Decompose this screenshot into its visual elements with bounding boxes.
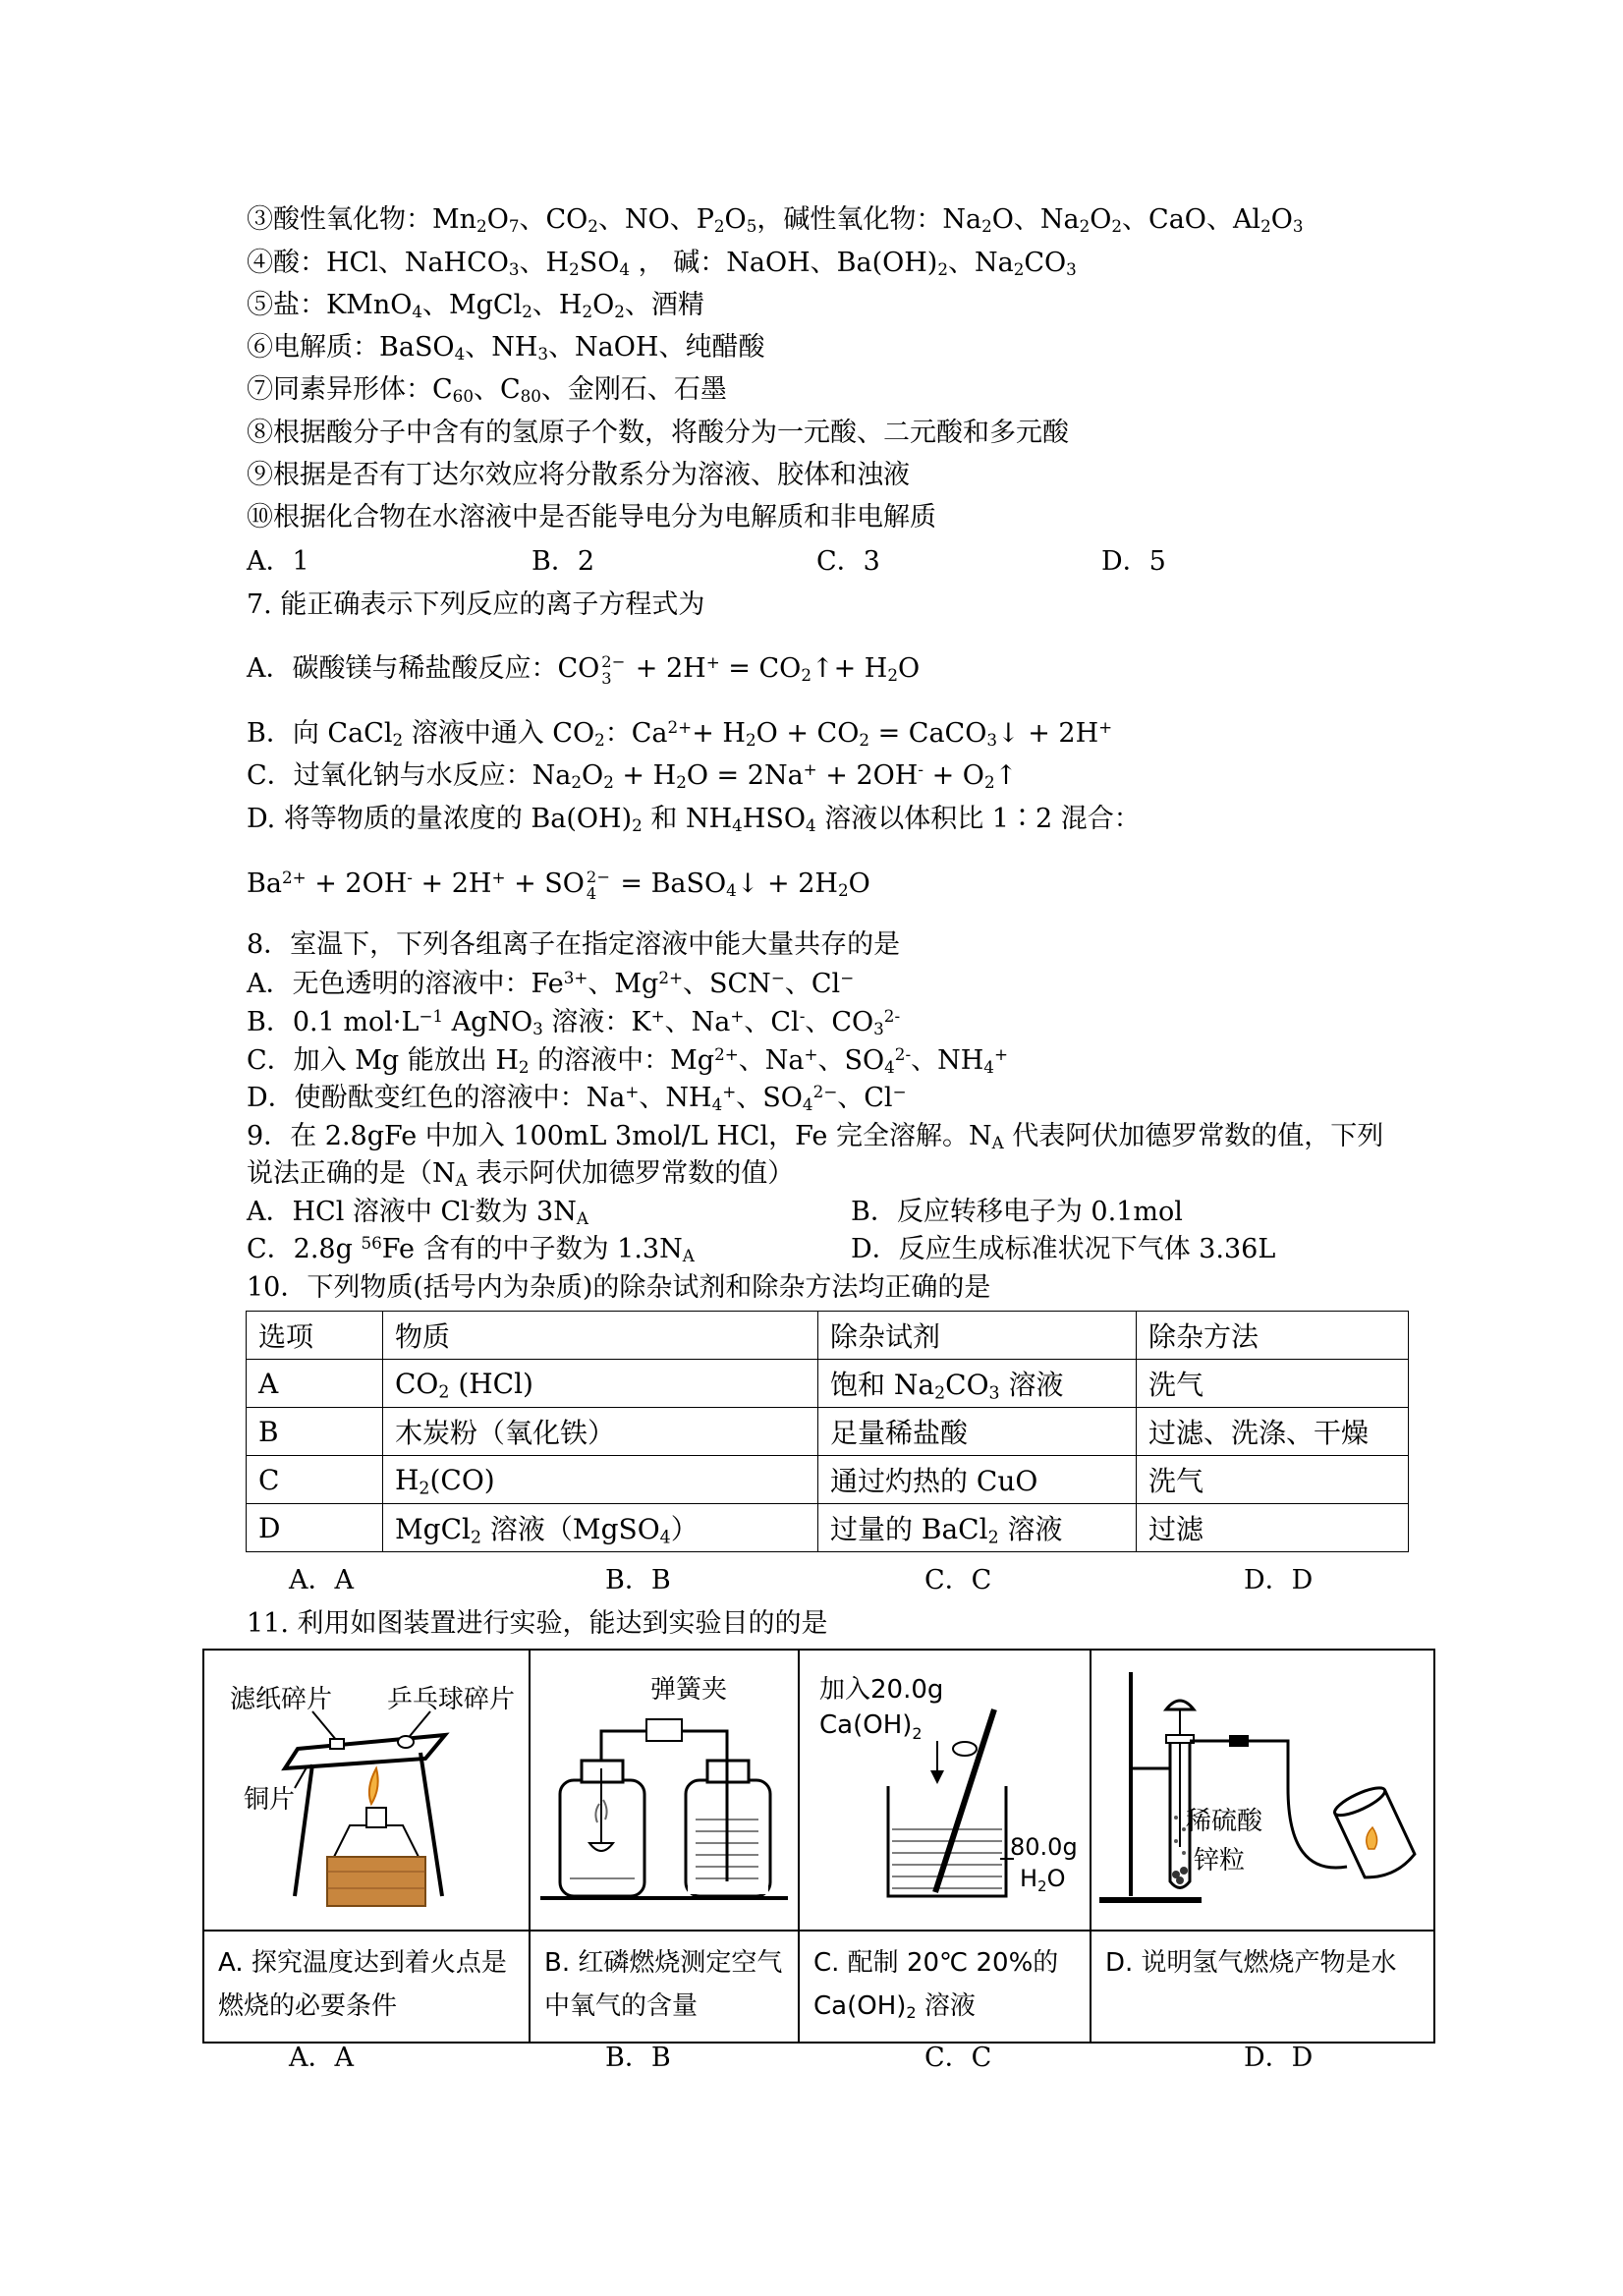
item-6: ⑥电解质：BaSO$_4$、$NH_3$、NaOH、纯醋酸	[247, 332, 765, 364]
header-option: 选项	[247, 1312, 383, 1360]
cell-reagent: 过量的 BaCl$_2$ 溶液	[818, 1504, 1137, 1552]
table-header-row	[247, 1312, 1409, 1360]
item-7: ⑦同素异形体：$C_{60}$、$C_{80}$、金刚石、石墨	[247, 374, 727, 407]
q10-table	[246, 1311, 1409, 1552]
item-4: ④酸：HCl、NaHCO$_3$、$H_2SO_4$ ， 碱：NaOH、$Ba(OH)_2$、$Na_2CO_3$	[247, 248, 1077, 280]
item-3: ③酸性氧化物：$Mn_2O_7$、$CO_2$、NO、$P_2O_5$，碱性氧化物：$Na_2O$、$Na_2O_2$、CaO、$Al_2O_3$	[247, 204, 1304, 237]
q8-stem: 8．室温下，下列各组离子在指定溶液中能大量共存的是	[247, 929, 901, 960]
cell-substance: MgCl$_2$ 溶液（MgSO$_4$）	[383, 1504, 818, 1552]
q7-option-d-equation: $Ba^{2+} + 2OH^- + 2H^+$ + SO 2− 4 = BaSO$_4$↓ + $2H_2O$	[247, 867, 870, 903]
cell-method: 洗气	[1137, 1360, 1409, 1408]
item-10: ⑩根据化合物在水溶液中是否能导电分为电解质和非电解质	[247, 502, 936, 532]
item-5: ⑤盐：KMnO$_4$、MgCl$_2$、$H_2O_2$、酒精	[247, 290, 704, 322]
q7-option-c[interactable]: C．过氧化钠与水反应：$Na_2O_2 + H_2O = 2Na^+ + 2OH^-$ + $O_2↑$	[247, 758, 1018, 793]
q9-option-d[interactable]: D．反应生成标准状况下气体 3.36L	[851, 1234, 1276, 1264]
q9-option-b[interactable]: B．反应转移电子为 0.1mol	[851, 1197, 1183, 1227]
q11-option-d[interactable]: D．D	[1244, 2043, 1314, 2073]
cell-substance: 木炭粉（氧化铁）	[383, 1408, 818, 1456]
header-substance: 物质	[383, 1312, 818, 1360]
cell-method: 过滤、洗涤、干燥	[1137, 1408, 1409, 1456]
q8-option-c[interactable]: C．加入 Mg 能放出 $H_2$ 的溶液中：$Mg^{2+}$、Na+、$SO_4^{2-}$、$NH_4^+$	[247, 1043, 1008, 1078]
label-water: $H_2O$	[1020, 1865, 1066, 1895]
q11-option-c[interactable]: C．C	[924, 2043, 992, 2073]
label-water-mass: 80.0g	[1010, 1833, 1078, 1861]
table-row	[247, 1504, 1409, 1552]
figure-cell-d	[1091, 1650, 1434, 1931]
item-9: ⑨根据是否有丁达尔效应将分散系分为溶液、胶体和浊液	[247, 460, 910, 490]
cell-reagent: 足量稀盐酸	[818, 1408, 1137, 1456]
cell-method: 洗气	[1137, 1456, 1409, 1504]
cell-reagent: 饱和 $Na_2CO_3$ 溶液	[818, 1360, 1137, 1408]
q7-option-b[interactable]: B．向 CaCl$_2$ 溶液中通入 $CO_2$：$Ca^{2+}+ H_2O + CO_2$ = CaCO$_3$↓ + 2H+	[247, 716, 1113, 751]
q8-option-d[interactable]: D．使酚酞变红色的溶液中：Na+、$NH_4^+$、$SO_4^{2-}$、Cl−	[247, 1081, 907, 1115]
label-filter-paper: 滤纸碎片	[230, 1685, 333, 1714]
q8-option-b[interactable]: B．0.1 $mol\cdot L^{-1}$ AgNO$_3$ 溶液：K+、Na+、Cl-、$CO_3^{2-}$	[247, 1005, 901, 1039]
q10-option-d[interactable]: D．D	[1244, 1565, 1314, 1596]
apparatus-a-figure	[204, 1651, 529, 1930]
label-add-mass: 加入20.0g	[819, 1675, 944, 1705]
q11-stem: 11. 利用如图装置进行实验，能达到实验目的的是	[247, 1608, 828, 1639]
cell-substance: $CO_2$ (HCl)	[383, 1360, 818, 1408]
header-reagent: 除杂试剂	[818, 1312, 1137, 1360]
table-row	[247, 1360, 1409, 1408]
table-row	[247, 1408, 1409, 1456]
q6-option-b[interactable]: B．2	[532, 546, 595, 577]
q9-stem-line2: 说法正确的是（$N_A$ 表示阿伏加德罗常数的值）	[247, 1158, 795, 1191]
label-spring-clip: 弹簧夹	[650, 1675, 728, 1705]
apparatus-b-figure	[531, 1651, 798, 1930]
cell-substance: $H_2(CO)$	[383, 1456, 818, 1504]
label-zinc-granules: 锌粒	[1194, 1846, 1246, 1876]
q10-option-a[interactable]: A．A	[289, 1565, 354, 1596]
cell-reagent: 通过灼热的 CuO	[818, 1456, 1137, 1504]
label-copper: 铜片	[244, 1785, 296, 1815]
q9-option-c[interactable]: C．2.8g $^{56}$Fe 含有的中子数为 $1.3N_A$	[247, 1232, 695, 1266]
cell-option: A	[247, 1360, 383, 1408]
q10-option-c[interactable]: C．C	[924, 1565, 992, 1596]
header-method: 除杂方法	[1137, 1312, 1409, 1360]
q11-figure-table	[202, 1649, 1435, 2044]
apparatus-d-figure	[1091, 1651, 1433, 1930]
q7-option-d[interactable]: D. 将等物质的量浓度的 $Ba(OH)_2$ 和 $NH_4HSO_4$ 溶液以体积比 1∶2 混合：	[247, 804, 1141, 836]
table-row	[247, 1456, 1409, 1504]
q7-stem: 7. 能正确表示下列反应的离子方程式为	[247, 589, 705, 620]
caption-c: C. 配制 20℃ 20%的 $Ca(OH)_2$ 溶液	[799, 1931, 1091, 2043]
figure-cell-c	[799, 1650, 1091, 1931]
q6-option-a[interactable]: A．1	[247, 546, 309, 577]
q6-option-c[interactable]: C．3	[816, 546, 880, 577]
q10-option-b[interactable]: B．B	[605, 1565, 671, 1596]
q9-stem-line1: 9．在 2.8gFe 中加入 100mL 3mol/L HCl，Fe 完全溶解。$N_A$ 代表阿伏加德罗常数的值，下列	[247, 1121, 1384, 1153]
label-caoh2: $Ca(OH)_2$	[819, 1710, 923, 1743]
label-pingpong: 乒乓球碎片	[387, 1685, 516, 1714]
q7-option-a[interactable]: A．碳酸镁与稀盐酸反应：CO 2− 3 + $2H^+ = CO_2↑+ H_2O$	[247, 651, 921, 688]
apparatus-c-figure	[800, 1651, 1090, 1930]
q6-option-d[interactable]: D．5	[1101, 546, 1166, 577]
figure-cell-a	[203, 1650, 530, 1931]
q9-option-a[interactable]: A．HCl 溶液中 Cl-数为 $3N_A$	[247, 1195, 588, 1229]
caption-a: A. 探究温度达到着火点是燃烧的必要条件	[203, 1931, 530, 2043]
cell-option: D	[247, 1504, 383, 1552]
q11-option-a[interactable]: A．A	[289, 2043, 354, 2073]
q11-option-b[interactable]: B．B	[605, 2043, 671, 2073]
cell-option: B	[247, 1408, 383, 1456]
caption-d: D. 说明氢气燃烧产物是水	[1091, 1931, 1434, 2043]
caption-b: B. 红磷燃烧测定空气中氧气的含量	[530, 1931, 799, 2043]
q8-option-a[interactable]: A．无色透明的溶液中：$Fe^{3+}$、$Mg^{2+}$、SCN−、Cl−	[247, 967, 855, 999]
cell-method: 过滤	[1137, 1504, 1409, 1552]
cell-option: C	[247, 1456, 383, 1504]
q10-stem: 10．下列物质(括号内为杂质)的除杂试剂和除杂方法均正确的是	[247, 1272, 991, 1303]
label-dilute-sulfuric-acid: 稀硫酸	[1186, 1807, 1263, 1836]
item-8: ⑧根据酸分子中含有的氢原子个数，将酸分为一元酸、二元酸和多元酸	[247, 418, 1069, 448]
figure-cell-b	[530, 1650, 799, 1931]
